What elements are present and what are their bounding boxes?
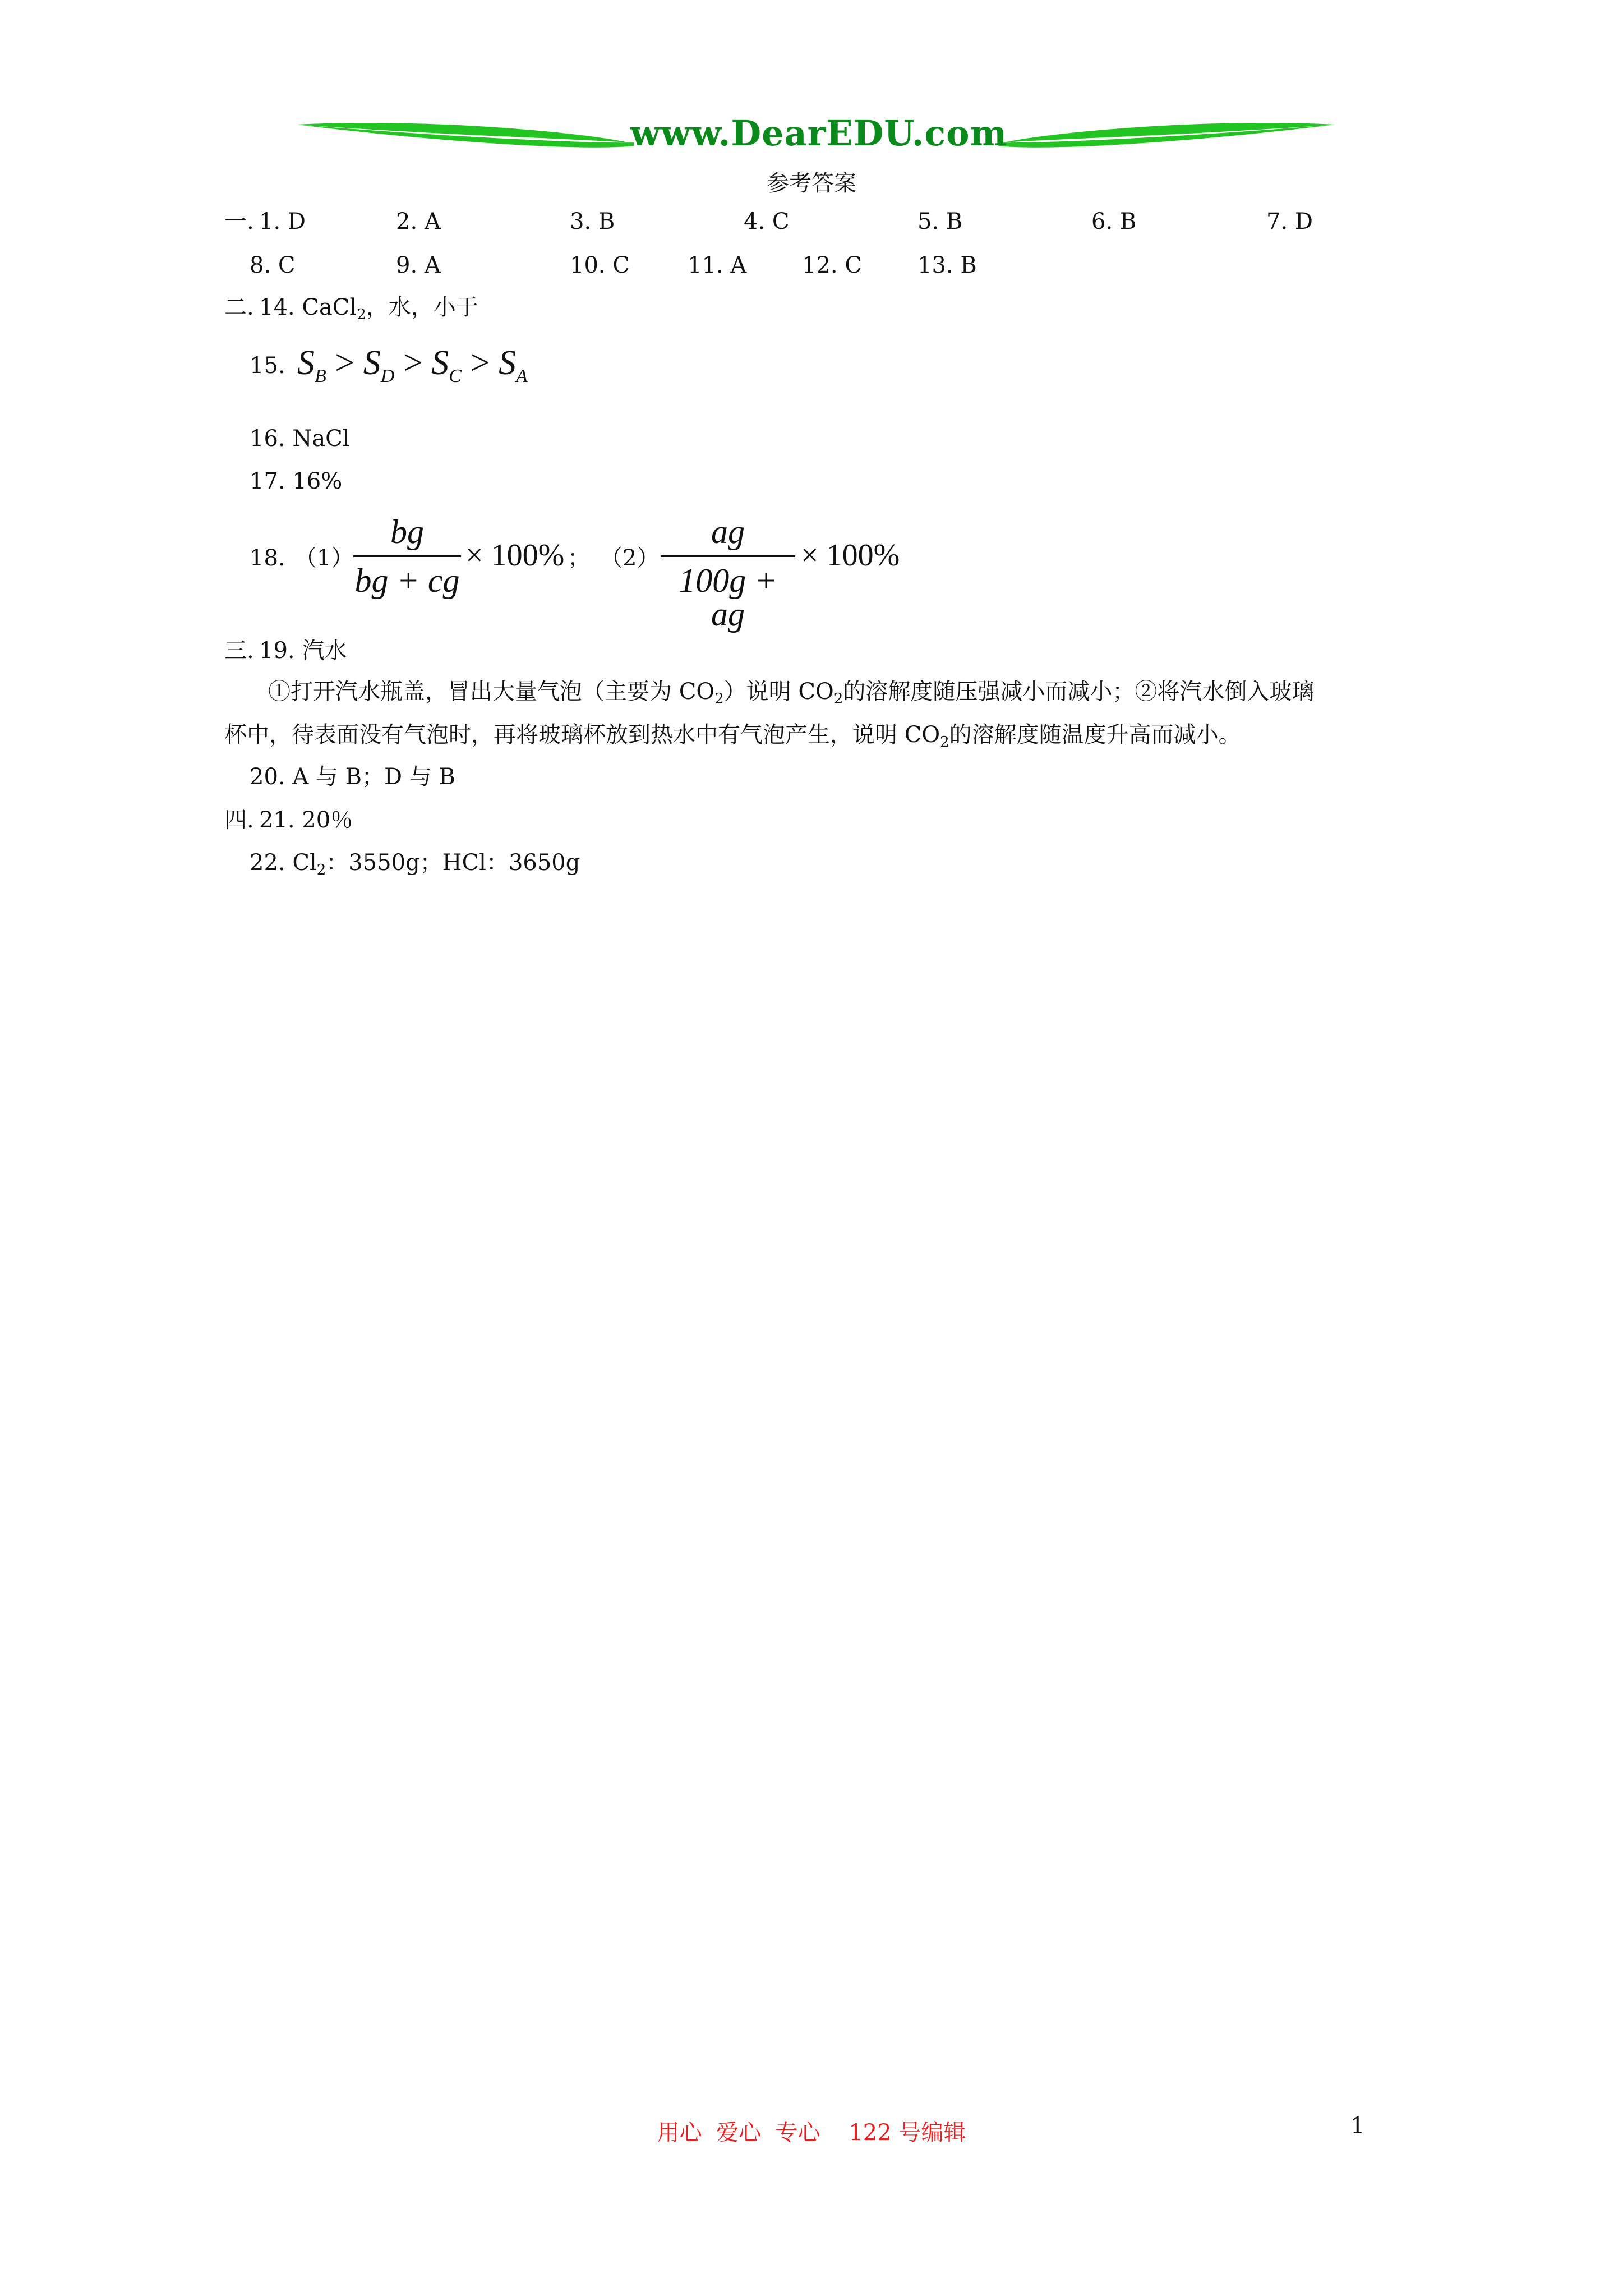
answer-15-formula: $S_B > S_D > S_C > S_A$ xyxy=(297,344,528,386)
answer-18-number: 18. xyxy=(250,545,285,571)
answer-18-part2-label: （2） xyxy=(600,545,660,571)
answer-18-fraction-2: ag 100g + ag xyxy=(661,515,795,631)
answer-16: 16. NaCl xyxy=(250,426,350,452)
answer-10: 10. C xyxy=(570,252,630,278)
answer-4: 4. C xyxy=(744,209,790,234)
answer-13: 13. B xyxy=(917,252,977,278)
page-number: 1 xyxy=(1350,2113,1365,2139)
answer-1: 1. D xyxy=(259,209,306,234)
answer-2: 2. A xyxy=(396,209,441,234)
answer-3: 3. B xyxy=(570,209,615,234)
section4-label: 四. xyxy=(224,807,254,833)
answer-9: 9. A xyxy=(396,252,441,278)
answer-21: 21. 20％ xyxy=(259,807,353,833)
answer-17: 17. 16% xyxy=(250,468,343,494)
answer-6: 6. B xyxy=(1091,209,1137,234)
answer-18-fraction-1: bg bg + cg xyxy=(353,515,461,597)
banner-logo-text: www.DearEDU.com xyxy=(630,113,1008,154)
answer-8: 8. C xyxy=(250,252,296,278)
site-banner xyxy=(292,110,1340,172)
answer-5: 5. B xyxy=(917,209,963,234)
section1-label: 一. xyxy=(224,209,254,234)
page-title: 参考答案 xyxy=(767,171,856,196)
answer-20: 20. A 与 B；D 与 B xyxy=(250,764,455,790)
answer-7: 7. D xyxy=(1266,209,1313,234)
answer-19-heading: 19. 汽水 xyxy=(259,638,347,664)
answer-18-separator: ； xyxy=(568,545,590,571)
answer-11: 11. A xyxy=(688,252,747,278)
footer-text: 用心 爱心 专心 122 号编辑 xyxy=(657,2120,966,2146)
section2-label: 二. xyxy=(224,295,254,320)
answer-19-line-1: ①打开汽水瓶盖，冒出大量气泡（主要为 $CO_2$）说明 $CO_2$的溶解度随压强减小而减小；②将汽水倒入玻璃 xyxy=(268,679,1315,707)
answer-18-times-1: × 100% xyxy=(465,538,565,573)
answer-15-number: 15. xyxy=(250,353,285,379)
answer-12: 12. C xyxy=(802,252,862,278)
answer-22: 22. $Cl_2$：3550g；HCl：3650g xyxy=(250,850,580,878)
answer-19-line-2: 杯中，待表面没有气泡时，再将玻璃杯放到热水中有气泡产生，说明 $CO_2$的溶解度随温度升高而减小。 xyxy=(224,722,1241,751)
answer-14: 14. CaCl$_2$，水，小于 xyxy=(259,295,478,323)
section3-label: 三. xyxy=(224,638,254,664)
answer-18-times-2: × 100% xyxy=(801,538,900,573)
answer-18-part1-label: （1） xyxy=(294,545,354,571)
